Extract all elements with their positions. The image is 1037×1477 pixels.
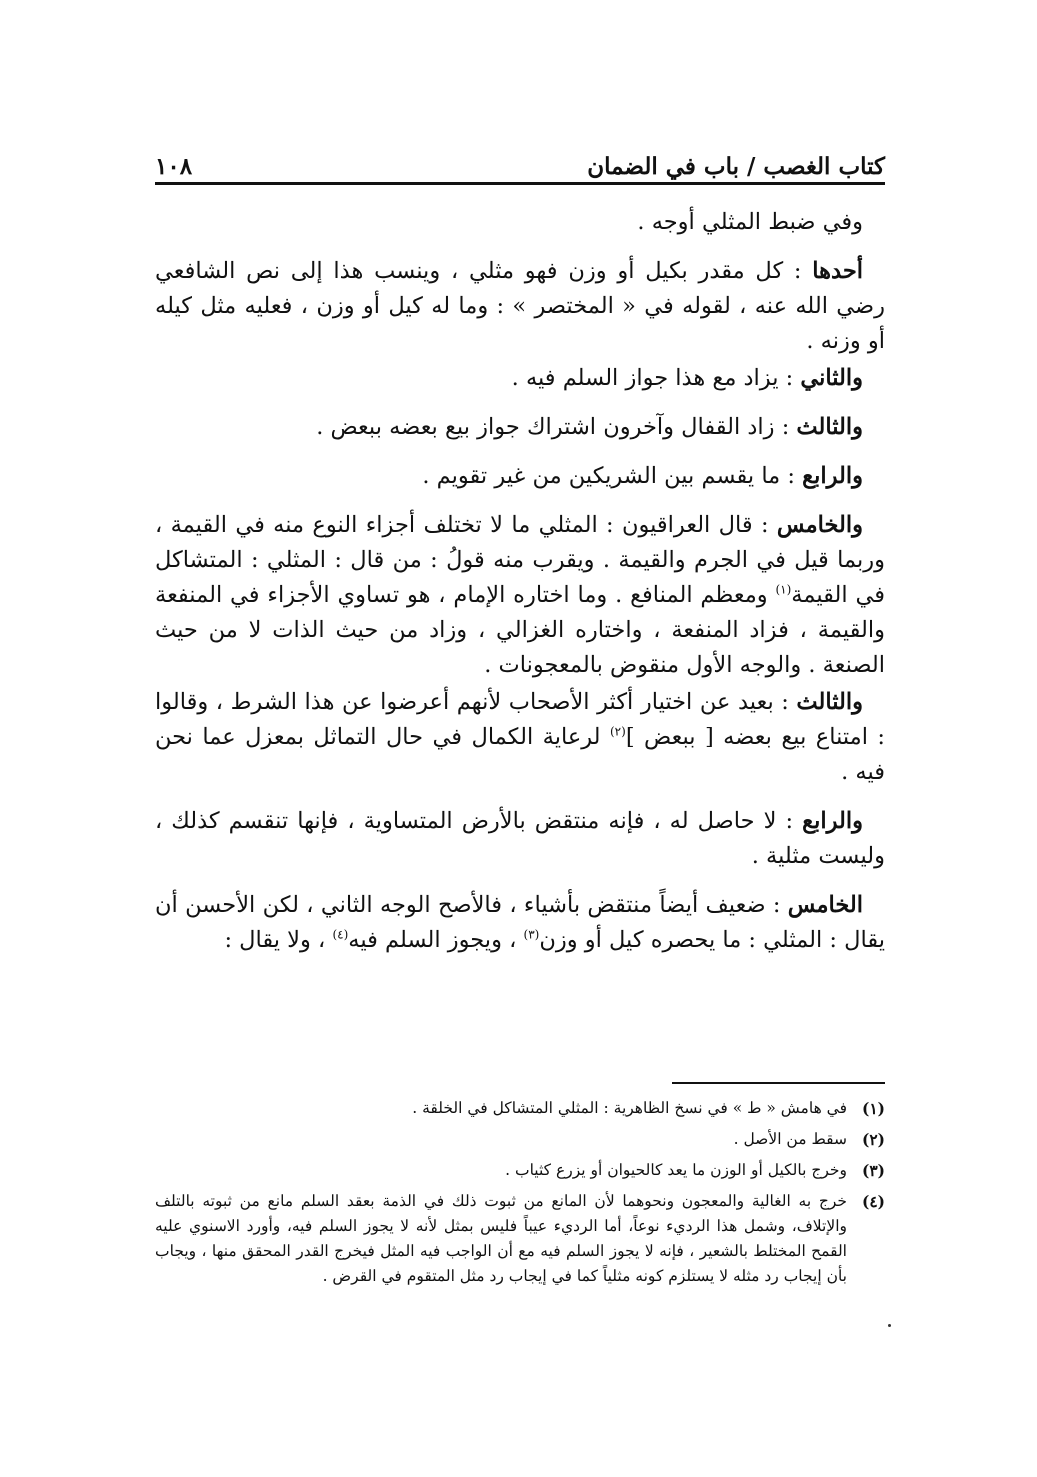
- paragraph-fourth-critique: والرابع : لا حاصل له ، فإنه منتقض بالأرض المتساوية ، فإنها تنقسم كذلك ، وليست مثلية .: [155, 808, 885, 869]
- footnote-text: وخرج بالكيل أو الوزن ما يعد كالحيوان أو يزرع كثياب .: [505, 1161, 847, 1179]
- footnote-number: (٤): [861, 1192, 885, 1211]
- footnote-text: في هامش « ط » في نسخ الظاهرية : المثلي المتشاكل في الخلقة .: [412, 1099, 847, 1117]
- footnote-number: (٢): [861, 1130, 885, 1149]
- footnote-number: (٣): [861, 1161, 885, 1180]
- paragraph-lead: أحدها: [812, 258, 863, 284]
- footnote: [155, 1189, 885, 1289]
- footnote-ref: (٢): [609, 724, 626, 739]
- footnote-rule: [672, 1082, 885, 1084]
- paragraph-lead: والثالث: [796, 689, 863, 715]
- page-number: ١٠٨: [155, 153, 193, 180]
- header-rule: [155, 182, 885, 185]
- paragraph-third-view: والثالث : زاد القفال وآخرون اشتراك جواز بيع بعضه ببعض .: [316, 414, 863, 440]
- footnote-text: خرج به الغالية والمعجون ونحوهما لأن المانع من ثبوت ذلك في الذمة بعقد السلم مانع من ثبوته بالتلف والإتلاف، وشمل هذا الرديء نوعاً، أما الرديء عيباً فليس بمثل لأنه لا يجوز السلم فيه، وأورد الاسنوي عليه القمح المختلط بالشعير ، فإنه لا يجوز السلم فيه مع أن الواجب فيه المثل فيخرج القدر المحقق منها ، ويجاب بأن إيجاب رد مثله لا يستلزم كونه مثلياً كما في إيجاب رد مثل المتقوم في القرض .: [155, 1192, 847, 1285]
- main-text: [155, 205, 885, 972]
- footnote-ref: (٤): [332, 927, 349, 942]
- paragraph-lead: والخامس: [776, 512, 863, 538]
- footnote-ref: (٣): [523, 927, 540, 942]
- paragraph-intro: وفي ضبط المثلي أوجه .: [637, 209, 863, 235]
- paragraph-fourth-view: والرابع : ما يقسم بين الشريكين من غير تقويم .: [422, 463, 863, 489]
- paragraph-third-critique: والثالث : بعيد عن اختيار أكثر الأصحاب لأنهم أعرضوا عن هذا الشرط ، وقالوا : امتناع بيع بعضه [ ببعض ]$^{(٢)}$ لرعاية الكمال في حال التماثل بمعزل عما نحن فيه .: [155, 689, 885, 785]
- footnote: [155, 1127, 885, 1152]
- paragraph-fifth-view: والخامس : قال العراقيون : المثلي ما لا تختلف أجزاء النوع منه في القيمة ، وربما قيل في الجرم والقيمة . ويقرب منه قولُ : من قال : المثلي : المتشاكل في القيمة$^{(١)}$ ومعظم المنافع . وما اختاره الإمام ، هو تساوي الأجزاء في المنفعة والقيمة ، فزاد المنفعة ، واختاره الغزالي ، وزاد من حيث الذات لا من حيث الصنعة . والوجه الأول منقوض بالمعجونات .: [155, 512, 885, 678]
- running-title: كتاب الغصب / باب في الضمان: [587, 153, 885, 180]
- scan-speck: [888, 1324, 891, 1327]
- paragraph-fifth-critique: الخامس : ضعيف أيضاً منتقض بأشياء ، فالأصح الوجه الثاني ، لكن الأحسن أن يقال : المثلي : ما يحصره كيل أو وزن$^{(٣)}$ ، ويجوز السلم فيه$^{(٤)}$ ، ولا يقال :: [155, 892, 885, 953]
- page-header: [155, 138, 885, 180]
- paragraph-lead: والرابع: [802, 463, 863, 489]
- footnote: [155, 1096, 885, 1121]
- footnote-text: سقط من الأصل .: [733, 1130, 847, 1148]
- footnotes: [155, 1096, 885, 1295]
- footnote: [155, 1158, 885, 1183]
- footnote-number: (١): [861, 1099, 885, 1118]
- paragraph-lead: والرابع: [802, 808, 863, 834]
- footnote-ref: (١): [775, 582, 792, 597]
- paragraph-first-view: أحدها : كل مقدر بكيل أو وزن فهو مثلي ، وينسب هذا إلى نص الشافعي رضي الله عنه ، لقوله في « المختصر » : وما له كيل أو وزن ، فعليه مثل كيله أو وزنه .: [155, 258, 885, 354]
- paragraph-lead: والثاني: [800, 365, 863, 391]
- paragraph-lead: الخامس: [787, 892, 863, 918]
- paragraph-second-view: والثاني : يزاد مع هذا جواز السلم فيه .: [511, 365, 863, 391]
- paragraph-lead: والثالث: [796, 414, 863, 440]
